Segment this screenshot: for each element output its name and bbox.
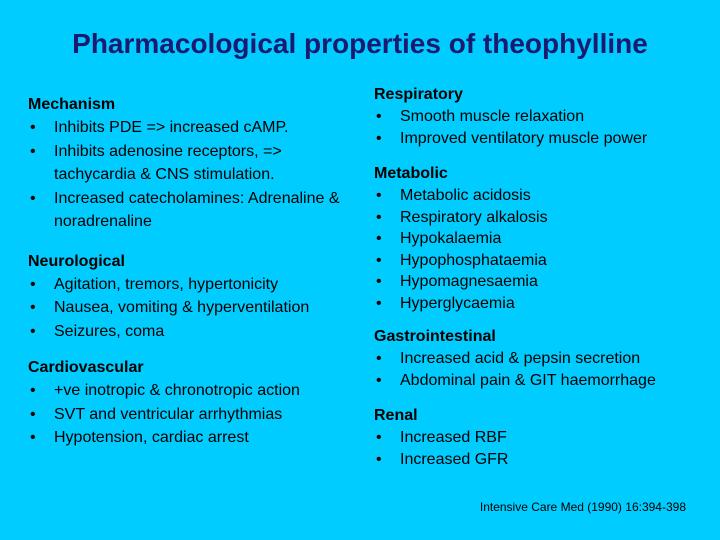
- section-heading: Metabolic: [374, 165, 448, 182]
- bullet-list: [374, 185, 709, 314]
- section-metabolic: [374, 163, 709, 314]
- list-item: • Improved ventilatory muscle power: [374, 128, 709, 150]
- bullet-list: [28, 379, 358, 450]
- left-column: [28, 94, 358, 450]
- right-column: [374, 84, 709, 470]
- bullet-list: [374, 427, 709, 470]
- list-item: • Metabolic acidosis: [374, 185, 709, 207]
- section-heading: Respiratory: [374, 86, 463, 103]
- section-heading: Renal: [374, 407, 418, 424]
- list-item: • Hyperglycaemia: [374, 293, 709, 315]
- bullet-list: [374, 106, 709, 149]
- section-renal: [374, 405, 709, 470]
- section-heading: Cardiovascular: [28, 359, 144, 376]
- list-item: • Increased RBF: [374, 427, 709, 449]
- list-item: • Seizures, coma: [28, 320, 358, 344]
- list-item: • Hypomagnesaemia: [374, 271, 709, 293]
- section-heading: Neurological: [28, 252, 125, 270]
- list-item: • Nausea, vomiting & hyperventilation: [28, 296, 358, 320]
- list-item: • SVT and ventricular arrhythmias: [28, 403, 358, 427]
- list-item: • Increased catecholamines: Adrenaline & noradrenaline: [28, 187, 358, 234]
- bullet-list: [28, 273, 358, 344]
- list-item: • Hypokalaemia: [374, 228, 709, 250]
- section-heading: Gastrointestinal: [374, 328, 496, 345]
- list-item: • Abdominal pain & GIT haemorrhage: [374, 370, 709, 392]
- section-neurological: [28, 251, 358, 344]
- list-item: • Respiratory alkalosis: [374, 207, 709, 229]
- bullet-list: [28, 116, 358, 234]
- list-item: • Inhibits PDE => increased cAMP.: [28, 116, 358, 140]
- section-gastrointestinal: [374, 326, 709, 391]
- list-item: • Smooth muscle relaxation: [374, 106, 709, 128]
- section-cardiovascular: [28, 357, 358, 450]
- list-item: • Hypotension, cardiac arrest: [28, 426, 358, 450]
- section-respiratory: [374, 84, 709, 149]
- list-item: • Hypophosphataemia: [374, 250, 709, 272]
- list-item: • +ve inotropic & chronotropic action: [28, 379, 358, 403]
- slide-title: Pharmacological properties of theophylline: [72, 28, 648, 59]
- list-item: • Agitation, tremors, hypertonicity: [28, 273, 358, 297]
- list-item: • Increased GFR: [374, 449, 709, 471]
- bullet-list: [374, 348, 709, 391]
- list-item: • Increased acid & pepsin secretion: [374, 348, 709, 370]
- citation: Intensive Care Med (1990) 16:394-398: [479, 500, 686, 514]
- section-mechanism: [28, 94, 358, 234]
- list-item: • Inhibits adenosine receptors, => tachycardia & CNS stimulation.: [28, 140, 358, 187]
- section-heading: Mechanism: [28, 96, 116, 113]
